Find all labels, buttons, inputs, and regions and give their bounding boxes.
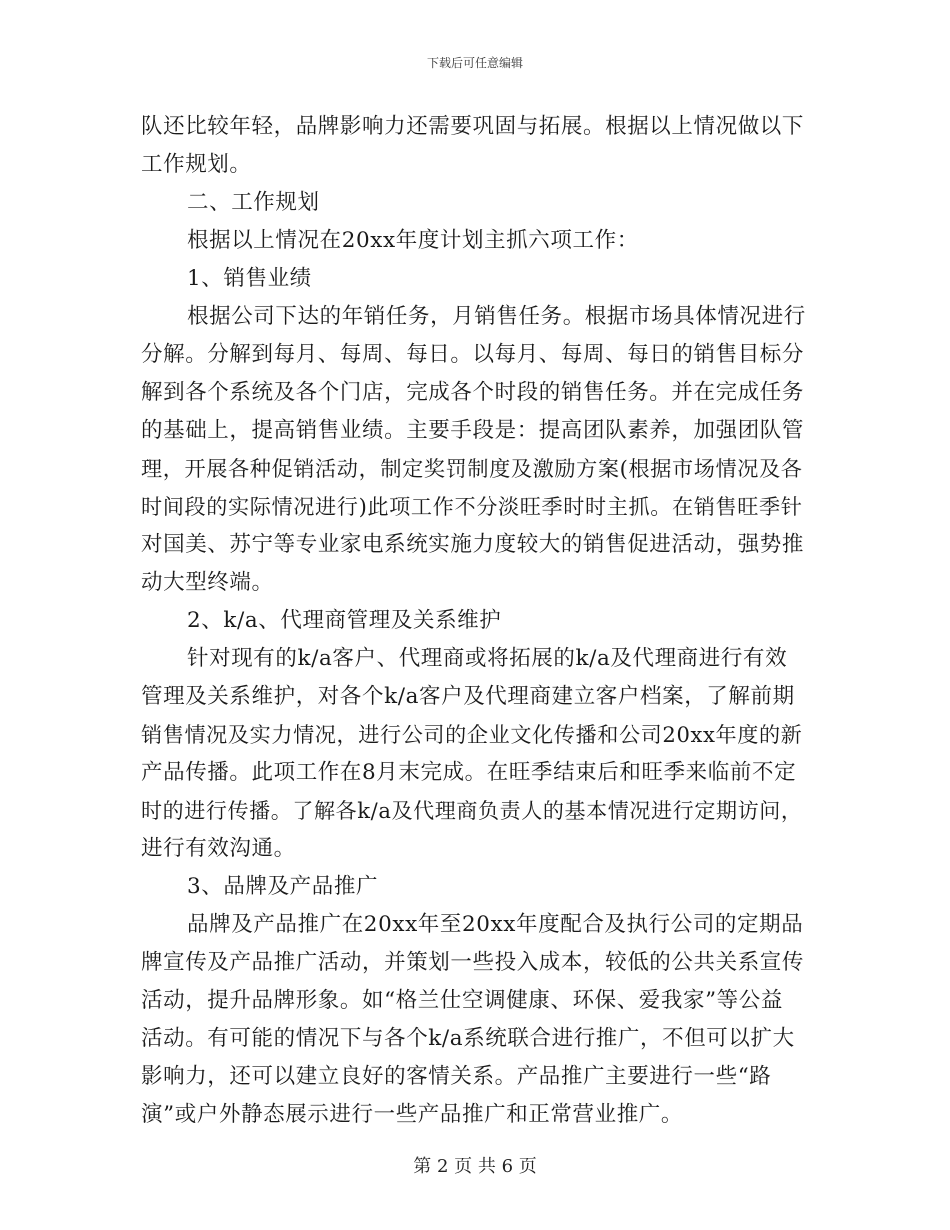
subsection-heading: 2、k/a、代理商管理及关系维护 [187, 608, 502, 633]
page-header: 下载后可任意编辑 [426, 56, 523, 70]
text-line: 根据公司下达的年销任务，月销售任务。根据市场具体情况进行 [187, 304, 806, 329]
text-line: 时的进行传播。了解各k/a及代理商负责人的基本情况进行定期访问， [141, 798, 803, 823]
text-line: 工作规划。 [141, 152, 252, 177]
text-line: 演”或户外静态展示进行一些产品推广和正常营业推广。 [141, 1102, 683, 1127]
text-line: 解到各个系统及各个门店，完成各个时段的销售任务。并在完成任务 [141, 380, 805, 405]
page-number: 第 2 页 共 6 页 [413, 1156, 537, 1177]
subsection-heading: 1、销售业绩 [187, 266, 312, 291]
text-line: 分解。分解到每月、每周、每日。以每月、每周、每日的销售目标分 [141, 342, 805, 367]
text-line: 针对现有的k/a客户、代理商或将拓展的k/a及代理商进行有效 [187, 646, 788, 671]
section-heading: 二、工作规划 [187, 190, 320, 215]
subsection-heading: 3、品牌及产品推广 [187, 874, 379, 899]
text-line: 时间段的实际情况进行)此项工作不分淡旺季时时主抓。在销售旺季针 [141, 494, 803, 519]
text-line: 管理及关系维护，对各个k/a客户及代理商建立客户档案，了解前期 [141, 684, 795, 709]
text-line: 活动，提升品牌形象。如“格兰仕空调健康、环保、爱我家”等公益 [141, 988, 783, 1013]
text-line: 根据以上情况在20xx年度计划主抓六项工作： [187, 228, 639, 253]
document-body [141, 108, 809, 1134]
text-line: 理，开展各种促销活动，制定奖罚制度及激励方案(根据市场情况及各 [141, 456, 803, 481]
text-line: 队还比较年轻，品牌影响力还需要巩固与拓展。根据以上情况做以下 [141, 114, 805, 139]
text-line: 销售情况及实力情况，进行公司的企业文化传播和公司20xx年度的新 [141, 722, 803, 747]
text-line: 动大型终端。 [141, 570, 274, 595]
text-line: 活动。有可能的情况下与各个k/a系统联合进行推广，不但可以扩大 [141, 1026, 795, 1051]
text-line: 品牌及产品推广在20xx年至20xx年度配合及执行公司的定期品 [187, 912, 804, 937]
text-line: 产品传播。此项工作在8月末完成。在旺季结束后和旺季来临前不定 [141, 760, 797, 785]
text-line: 的基础上，提高销售业绩。主要手段是：提高团队素养，加强团队管 [141, 418, 805, 443]
text-line: 进行有效沟通。 [141, 836, 296, 861]
text-line: 对国美、苏宁等专业家电系统实施力度较大的销售促进活动，强势推 [141, 532, 805, 557]
text-line: 影响力，还可以建立良好的客情关系。产品推广主要进行一些“路 [141, 1064, 772, 1089]
text-line: 牌宣传及产品推广活动，并策划一些投入成本，较低的公共关系宣传 [141, 950, 805, 975]
